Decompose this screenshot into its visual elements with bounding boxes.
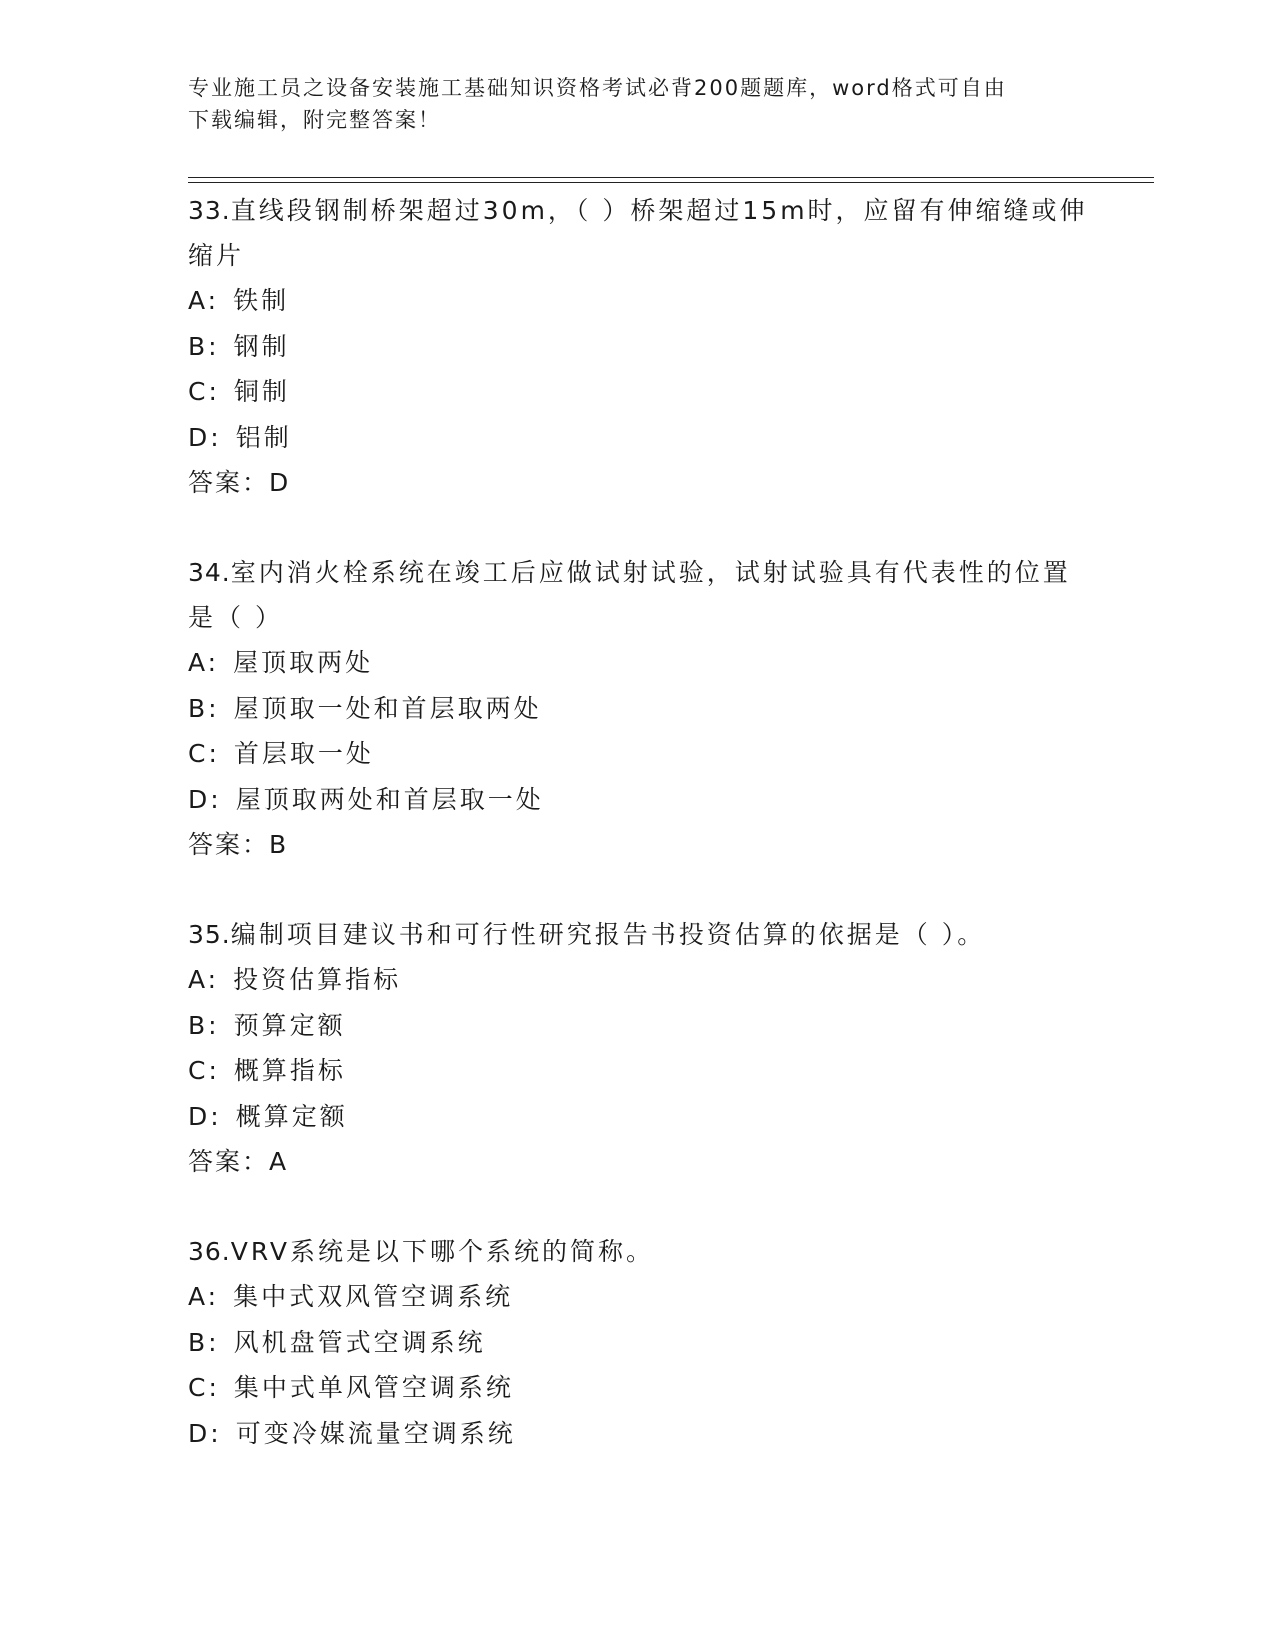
answer-value: B — [269, 830, 289, 859]
question-36 — [188, 1229, 1088, 1456]
question-text — [188, 1229, 1088, 1274]
question-body: 室内消火栓系统在竣工后应做试射试验，试射试验具有代表性的位置是（ ） — [188, 558, 1071, 632]
answer-line — [188, 822, 1088, 867]
question-number: 35. — [188, 920, 231, 949]
option-d — [188, 1094, 1088, 1140]
question-number: 33. — [188, 196, 231, 225]
option-text: 铜制 — [233, 377, 290, 406]
question-body: 编制项目建议书和可行性研究报告书投资估算的依据是（ ）。 — [230, 920, 986, 949]
option-a — [188, 1274, 1088, 1320]
option-text: 投资估算指标 — [233, 965, 402, 994]
question-35 — [188, 912, 1088, 1184]
question-body: 直线段钢制桥架超过30m，（ ）桥架超过15m时，应留有伸缩缝或伸缩片 — [188, 196, 1088, 270]
answer-line — [188, 460, 1088, 505]
option-text: 预算定额 — [233, 1010, 346, 1040]
option-text: 风机盘管式空调系统 — [233, 1327, 486, 1357]
option-text: 屋顶取一处和首层取两处 — [233, 693, 542, 723]
option-letter: A: — [188, 286, 220, 315]
option-letter: A: — [188, 965, 220, 994]
header-divider-bottom — [188, 182, 1154, 183]
option-letter: C: — [188, 1056, 220, 1085]
question-text — [188, 550, 1088, 640]
option-letter: B: — [188, 331, 220, 361]
option-letter: A: — [188, 648, 220, 677]
option-c — [188, 1365, 1088, 1411]
option-d — [188, 1411, 1088, 1457]
header-line-1: 专业施工员之设备安装施工基础知识资格考试必背200题题库，word格式可自由 — [188, 76, 1007, 100]
answer-value: A — [269, 1147, 289, 1176]
question-body: VRV系统是以下哪个系统的简称。 — [230, 1237, 654, 1266]
answer-label: 答案： — [188, 1147, 270, 1176]
header-divider-top — [188, 177, 1154, 178]
option-b — [188, 1003, 1088, 1049]
question-33 — [188, 188, 1088, 505]
option-text: 集中式单风管空调系统 — [233, 1373, 514, 1402]
option-b — [188, 1320, 1088, 1366]
option-a — [188, 278, 1088, 324]
option-d — [188, 777, 1088, 823]
option-b — [188, 324, 1088, 370]
option-d — [188, 415, 1088, 461]
question-number: 34. — [188, 558, 231, 587]
option-text: 可变冷媒流量空调系统 — [235, 1418, 516, 1448]
option-text: 屋顶取两处 — [233, 648, 374, 677]
option-letter: C: — [188, 377, 220, 406]
option-letter: B: — [188, 1327, 220, 1357]
header-line-2: 下载编辑，附完整答案！ — [188, 108, 441, 132]
option-text: 屋顶取两处和首层取一处 — [235, 784, 544, 814]
option-letter: B: — [188, 1010, 220, 1040]
option-letter: D: — [188, 422, 222, 452]
option-c — [188, 731, 1088, 777]
document-header — [188, 72, 1088, 136]
answer-label: 答案： — [188, 830, 270, 859]
question-number: 36. — [188, 1237, 231, 1266]
answer-label: 答案： — [188, 468, 270, 497]
question-text — [188, 188, 1088, 278]
option-a — [188, 957, 1088, 1003]
option-letter: A: — [188, 1282, 220, 1311]
option-text: 铁制 — [233, 286, 290, 315]
option-c — [188, 369, 1088, 415]
option-a — [188, 640, 1088, 686]
option-letter: D: — [188, 784, 222, 814]
question-text — [188, 912, 1088, 957]
answer-value: D — [269, 468, 291, 497]
option-text: 概算定额 — [235, 1101, 348, 1131]
question-list — [188, 188, 1088, 1501]
option-text: 首层取一处 — [233, 739, 374, 768]
option-letter: C: — [188, 1373, 220, 1402]
option-letter: D: — [188, 1101, 222, 1131]
option-letter: C: — [188, 739, 220, 768]
option-c — [188, 1048, 1088, 1094]
option-text: 铝制 — [235, 422, 292, 452]
question-34 — [188, 550, 1088, 867]
option-text: 集中式双风管空调系统 — [233, 1282, 514, 1311]
option-text: 钢制 — [233, 331, 290, 361]
answer-line — [188, 1139, 1088, 1184]
option-text: 概算指标 — [233, 1056, 346, 1085]
option-letter: D: — [188, 1418, 222, 1448]
option-letter: B: — [188, 693, 220, 723]
option-b — [188, 686, 1088, 732]
